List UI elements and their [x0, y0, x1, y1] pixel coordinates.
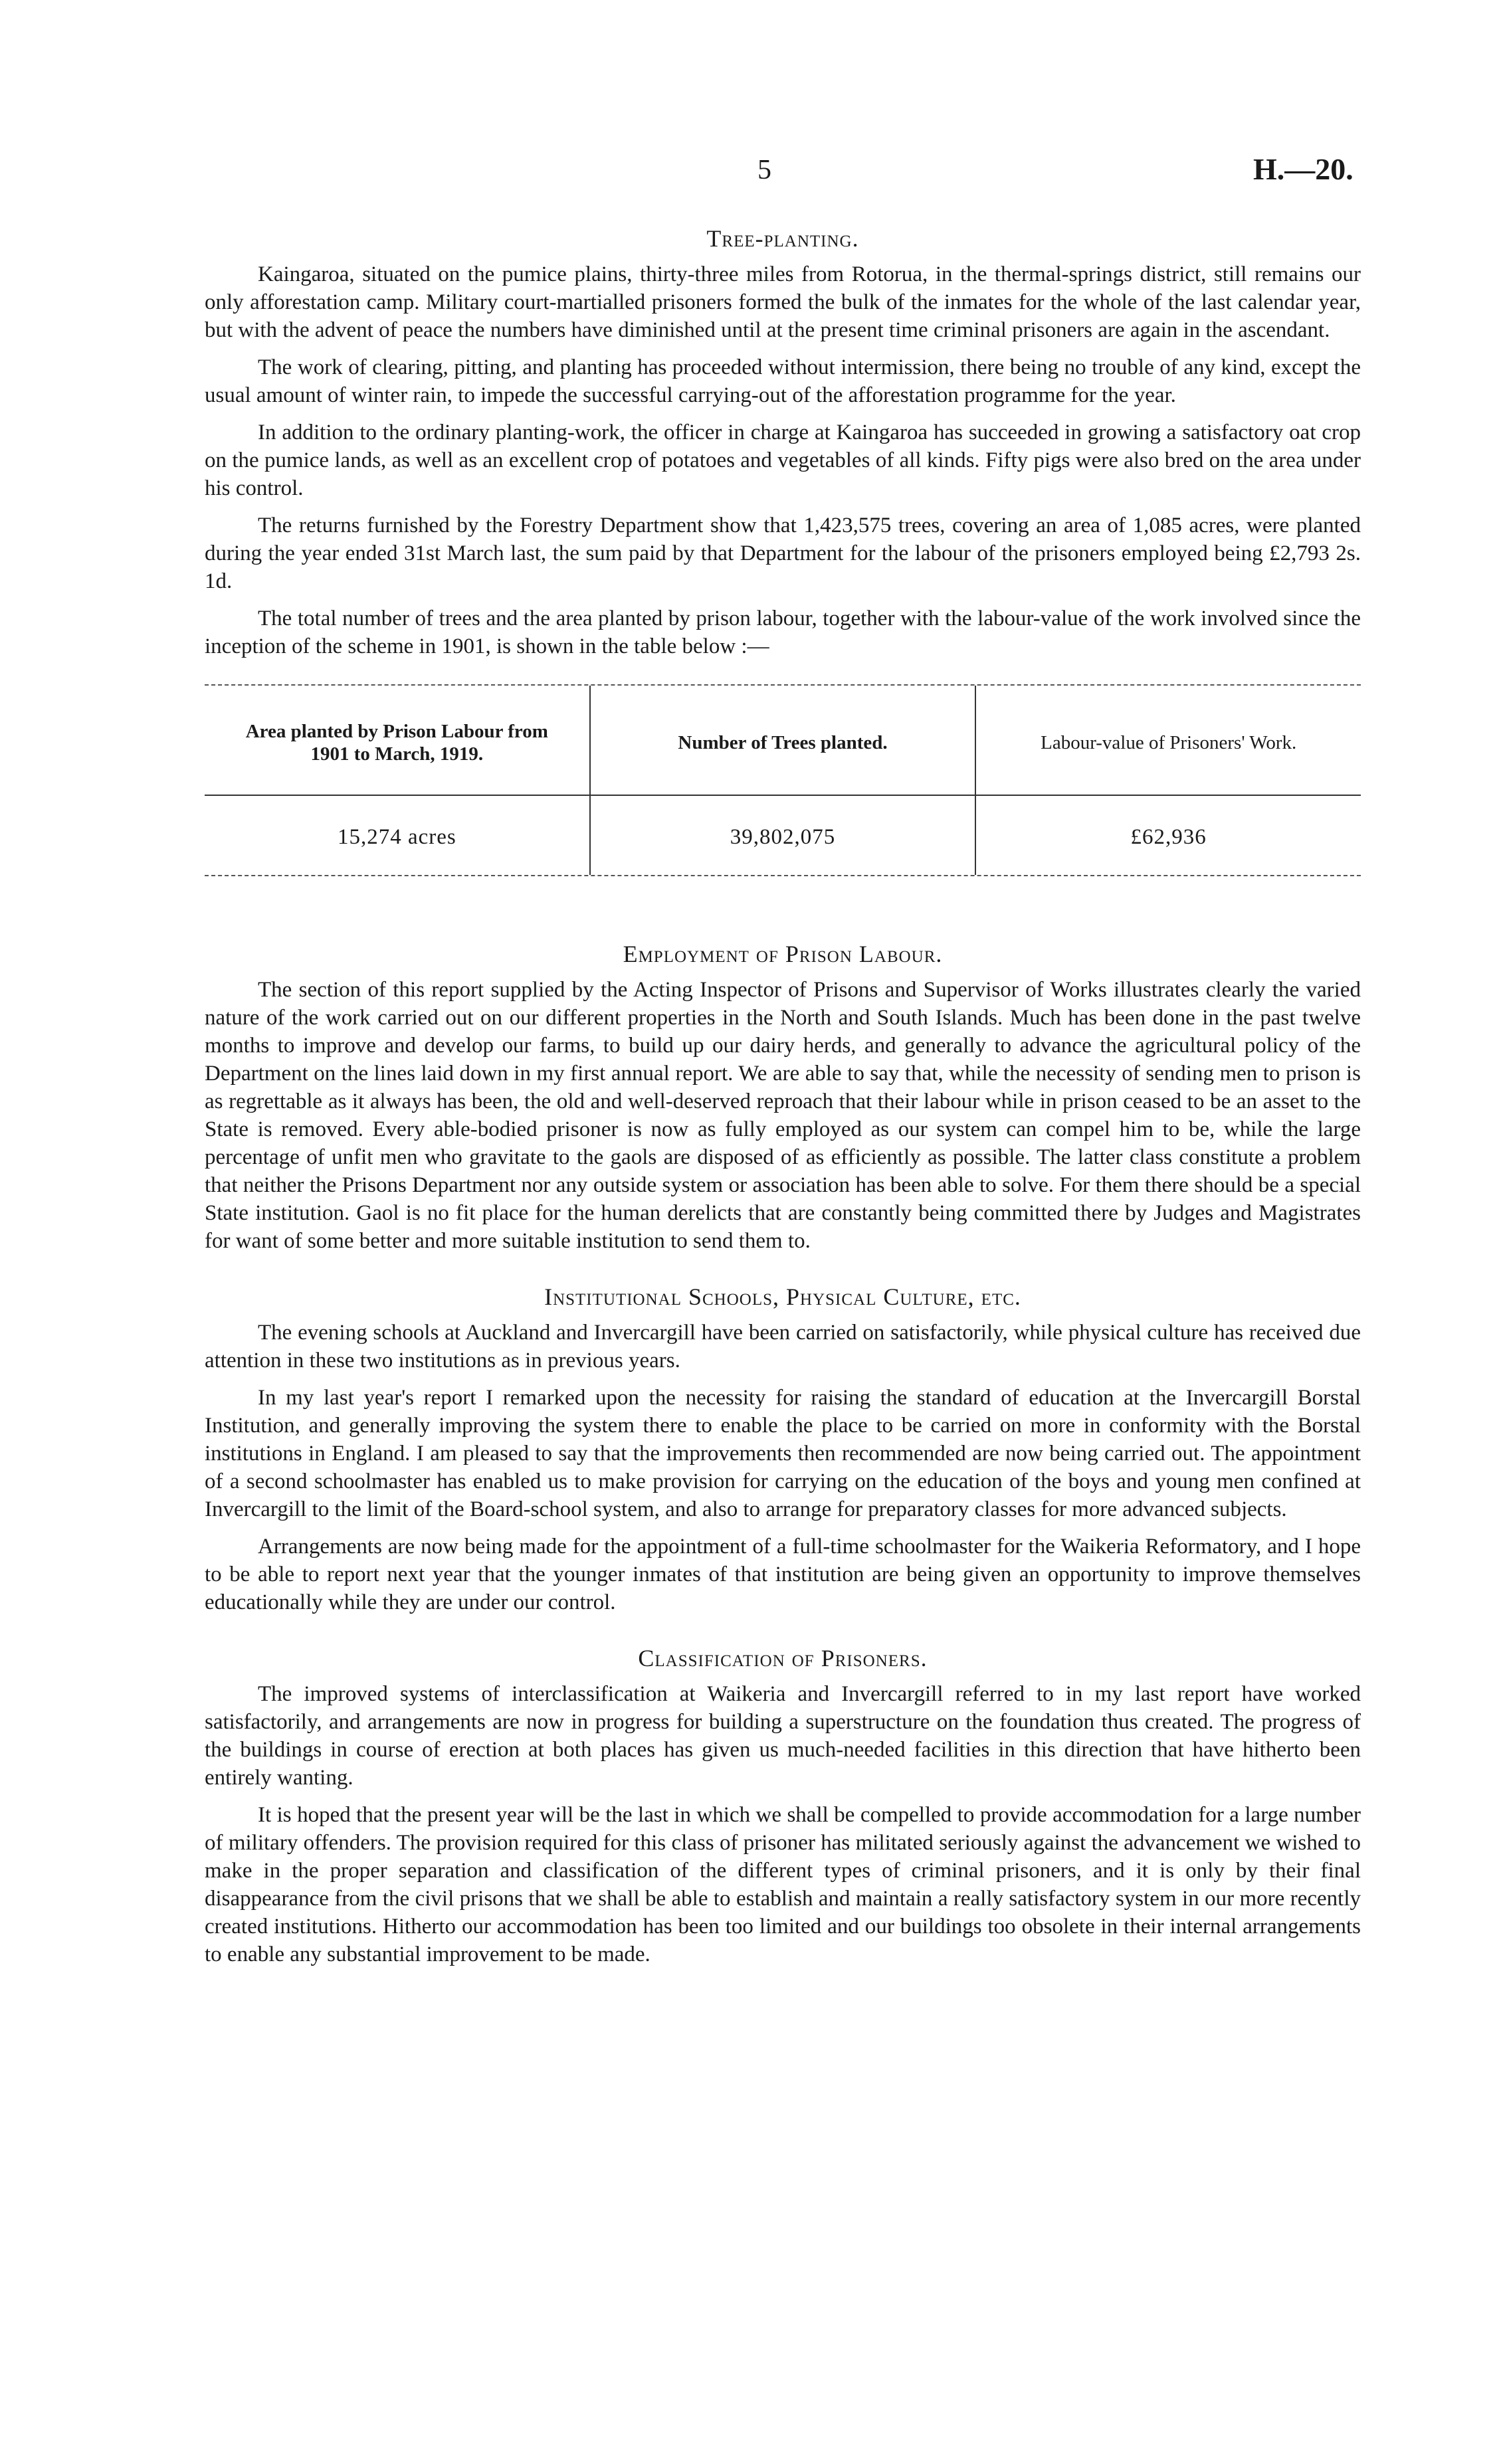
table-row [205, 796, 1361, 875]
paragraph: It is hoped that the present year will be the last in which we shall be compelled to provide accommodation for a large number of military offenders. The provision required for this class of prisoner has militated seriously against the advancement we wished to make in the proper separation and classification of the different types of criminal prisoners, and it is only by their final disappearance from the civil prisons that we shall be able to establish and maintain a really satisfactory system in our more recently created institutions. Hitherto our accommodation has been too limited and our buildings too obsolete in their internal arrangements to enable any substantial improvement to be made. [205, 1803, 1361, 1966]
paragraph: The improved systems of interclassification at Waikeria and Invercargill referred to in my last report have worked satisfactorily, and arrangements are now in progress for building a superstructure on the foundation thus created. The progress of the buildings in course of erection at both places has given us much-needed facilities in this direction that have hitherto been entirely wanting. [205, 1682, 1361, 1790]
paragraph: The returns furnished by the Forestry Department show that 1,423,575 trees, covering an area of 1,085 acres, were planted during the year ended 31st March last, the sum paid by that Department for the labour of the prisoners employed being £2,793 2s. 1d. [205, 514, 1361, 593]
paragraph: The work of clearing, pitting, and planting has proceeded without intermission, there being no trouble of any kind, except the usual amount of winter rain, to impede the successful carrying-out of the afforestation programme for the year. [205, 355, 1361, 407]
paragraph: In addition to the ordinary planting-work, the officer in charge at Kaingaroa has succeeded in growing a satisfactory oat crop on the pumice lands, as well as an excellent crop of potatoes and vegetables of all kinds. Fifty pigs were also bred on the area under his control. [205, 421, 1361, 500]
paragraph: In my last year's report I remarked upon the necessity for raising the standard of education at the Invercargill Borstal Institution, and generally improving the system there to enable the place to be carried on more in conformity with the Borstal institutions in England. I am pleased to say that the improvements then recommended are now being carried out. The appointment of a second schoolmaster has enabled us to make provision for carrying on the education of the boys and young men confined at Invercargill to the limit of the Board-school system, and also to arrange for preparatory classes for more advanced subjects. [205, 1386, 1361, 1521]
paragraph: Arrangements are now being made for the appointment of a full-time schoolmaster for the Waikeria Reformatory, and I hope to be able to report next year that the younger inmates of that institution are being given an opportunity to improve themselves educationally while they are under our control. [205, 1535, 1361, 1614]
paragraph: The total number of trees and the area planted by prison labour, together with the labour-value of the work involved since the inception of the scheme in 1901, is shown in the table below :— [205, 607, 1361, 658]
section-employment [205, 940, 1361, 1255]
table-cell-trees: 39,802,075 [589, 796, 975, 875]
page-number: 5 [757, 155, 771, 185]
afforestation-table [205, 684, 1361, 876]
table-cell-area: 15,274 acres [337, 825, 456, 849]
page-content [205, 225, 1361, 1978]
section-heading: Institutional Schools, Physical Culture, etc. [544, 1283, 1021, 1310]
paragraph: The section of this report supplied by the Acting Inspector of Prisons and Supervisor of Works illustrates clearly the varied nature of the work carried out on our different properties in the North and South Islands. Much has been done in the past twelve months to improve and develop our farms, to build up our dairy herds, and generally to advance the agricultural policy of the Department on the lines laid down in my first annual report. We are able to say that, while the necessity of sending men to prison is as regrettable as it always has been, the old and well-deserved reproach that their labour while in prison ceased to be an asset to the State is removed. Every able-bodied prisoner is now as fully employed as our system can compel him to be, while the large percentage of unfit men who gravitate to the gaols are disposed of as efficiently as possible. The latter class constitute a problem that neither the Prisons Department nor any outside system or association has been able to solve. For them there should be a special State institution. Gaol is no fit place for the human derelicts that are constantly being committed there by Judges and Magistrates for want of some better and more suitable institution to send them to. [205, 978, 1361, 1253]
section-heading: Classification of Prisoners. [638, 1645, 928, 1671]
table-cell-labour-value: £62,936 [975, 796, 1361, 875]
table-header-trees: Number of Trees planted. [589, 686, 975, 795]
table-header-row [205, 686, 1361, 795]
section-classification [205, 1644, 1361, 1968]
document-reference: H.—20. [1253, 152, 1353, 186]
table-header-area: Area planted by Prison Labour from 1901 to March, 1919. [245, 721, 548, 765]
section-heading: Employment of Prison Labour. [623, 941, 943, 967]
paragraph: Kaingaroa, situated on the pumice plains, thirty-three miles from Rotorua, in the thermal-springs district, still remains our only afforestation camp. Military court-martialled prisoners formed the bulk of the inmates for the whole of the last calendar year, but with the advent of peace the numbers have diminished until at the present time criminal prisoners are again in the ascendant. [205, 262, 1361, 342]
section-tree-planting [205, 225, 1361, 660]
paragraph: The evening schools at Auckland and Invercargill have been carried on satisfactorily, while physical culture has received due attention in these two institutions as in previous years. [205, 1321, 1361, 1373]
section-heading: Tree-planting. [706, 225, 859, 252]
section-institutional-schools [205, 1283, 1361, 1616]
table-header-labour-value: Labour-value of Prisoners' Work. [975, 686, 1361, 795]
